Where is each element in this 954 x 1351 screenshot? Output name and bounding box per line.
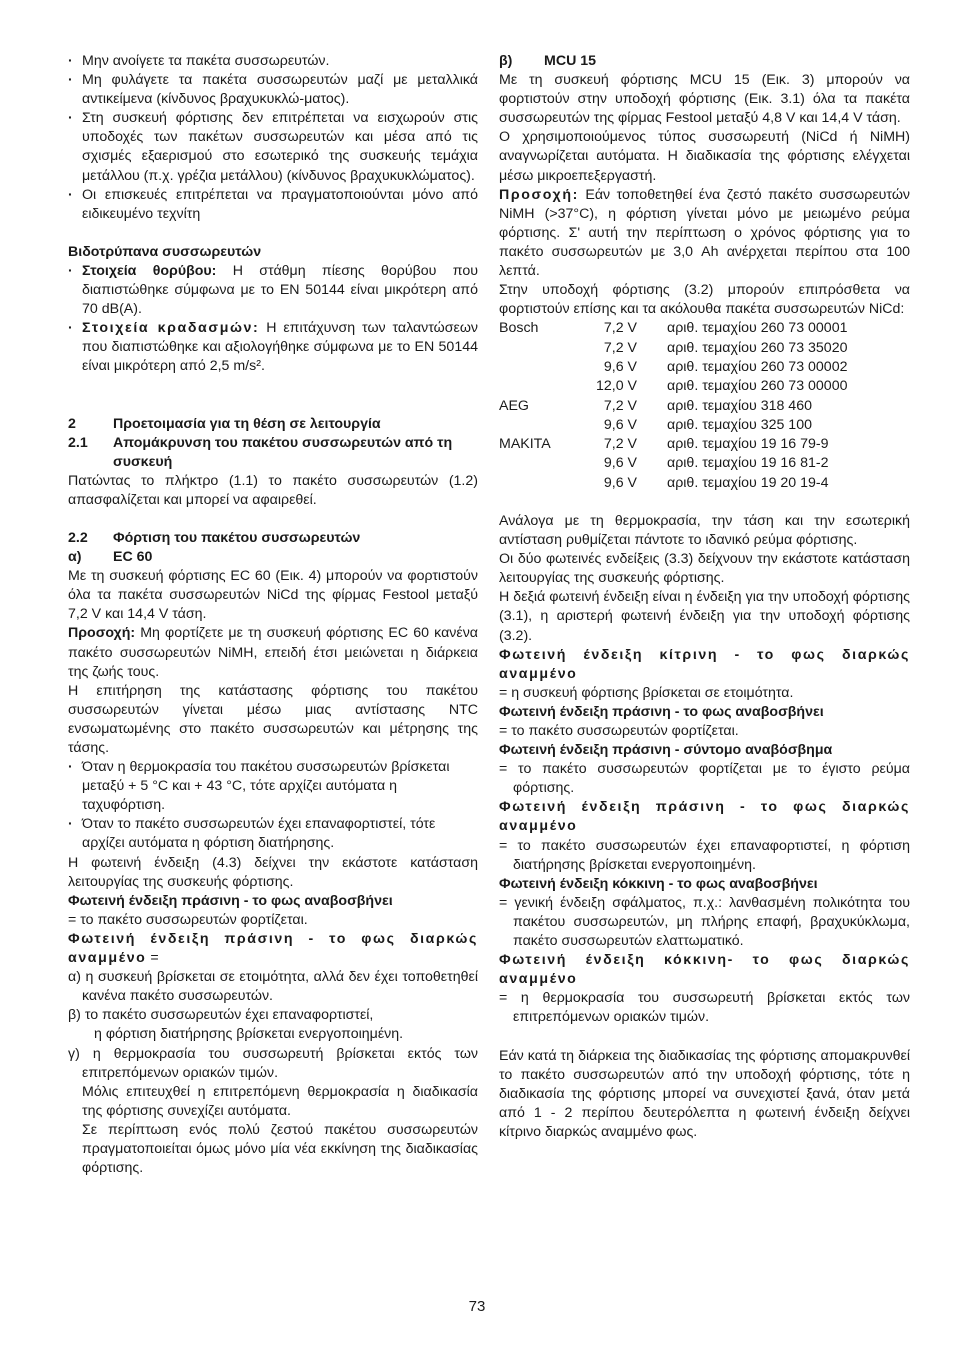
mcu15-caution: Προσοχή: Εάν τοποθετηθεί ένα ζεστό πακέτο συσσωρευτών NiMH (>37°C), η φόρτιση γίνεται μόνο με μειωμένο ρεύμα φόρτισης. Σ' αυτή την περίπτωση ο χρόνος φόρτισης για το πακέτο συσσωρευτών με 3,0 Ah ανέρχεται περίπου στα 100 λεπτά. bbox=[499, 186, 910, 280]
table-row: 9,6 V αριθ. τεμαχίου 19 16 81-2 bbox=[603, 455, 829, 472]
ec60-heading: α) EC 60 bbox=[68, 549, 153, 566]
noise-label: Στοιχεία θορύβου: bbox=[82, 262, 217, 279]
mcu-led-red-blink-text: = γενική ένδειξη σφάλματος, π.χ.: λανθασμένη πολικότητα του πακέτου συσσωρευτών, μη πλήρης επαφή, βραχυκύκλωμα, πακέτο συσσωρευτών ελαττωματικό. bbox=[499, 894, 910, 950]
mcu15-type-detect: Ο χρησιμοποιούμενος τύπος συσσωρευτή (NiCd ή NiMH) αναγνωρίζεται αυτόματα. Η διαδικασία της φόρτισης ελέγχεται μέσω μικροεπεξεργαστή. bbox=[499, 129, 910, 184]
right-column bbox=[499, 52, 910, 1142]
mcu15-intro: Με τη συσκευή φόρτισης MCU 15 (Εικ. 3) μπορούν να φορτιστούν στην υποδοχή φόρτισης (Εικ. 3.1) όλα τα πακέτα συσσωρευτών της φίρμας Festool μεταξύ 4,8 V και 14,4 V τάση. bbox=[499, 72, 910, 127]
ec60-bullet: · Όταν το πακέτο συσσωρευτών έχει επαναφορτιστεί, τότε αρχίζει αυτόματα η φόρτιση διατήρησης. bbox=[68, 816, 436, 852]
mcu15-resume: Εάν κατά τη διάρκεια της διαδικασίας της φόρτισης απομακρυνθεί το πακέτο συσσωρευτών από την υποδοχή φόρτισης, τότε η διαδικασία της φόρτισης μπορεί να συνεχιστεί ξανά, όταν μετά από 1 - 2 περίπου δευτερόλεπτα η φωτεινή ένδειξη δείχνει κίτρινο διαρκώς αναμμένο φως. bbox=[499, 1047, 910, 1140]
table-row: 12,0 V αριθ. τεμαχίου 260 73 00000 bbox=[595, 378, 848, 395]
ec60-led-green-steady: Φωτεινή ένδειξη πράσινη - το φως διαρκώς αναμμένο = bbox=[68, 930, 478, 967]
ec60-led-green-blink-text: = το πακέτο συσσωρευτών φορτίζεται. bbox=[68, 911, 308, 928]
ec60-led-green-blink: Φωτεινή ένδειξη πράσινη - το φως αναβοσβήνει bbox=[68, 892, 393, 909]
mcu-led-red-steady-text: = η θερμοκρασία του συσσωρευτή βρίσκεται εκτός των επιτρεπόμενων οριακών τιμών. bbox=[499, 990, 910, 1026]
battery-model-table bbox=[499, 319, 847, 493]
mcu15-current: Ανάλογα με τη θερμοκρασία, την τάση και την εσωτερική αντίσταση ρυθμίζεται πάντοτε το ιδανικό ρεύμα φόρτισης. bbox=[499, 512, 910, 549]
ec60-led-item-c3: Σε περίπτωση ενός πολύ ζεστού πακέτου συσσωρευτών πραγματοποιείται όμως μόνο μία νέα εκκίνηση της διαδικασίας φόρτισης. bbox=[82, 1121, 478, 1177]
table-row: 9,6 V αριθ. τεμαχίου 325 100 bbox=[603, 416, 812, 433]
mcu-led-red-steady: Φωτεινή ένδειξη κόκκινη- το φως διαρκώς αναμμένο bbox=[499, 952, 910, 988]
noise-text: Η στάθμη πίεσης θορύβου που διαπιστώθηκε σύμφωνα με το EN 50144 είναι μικρότερη από 70 dB(A). bbox=[82, 262, 478, 318]
table-row: 7,2 V αριθ. τεμαχίου 260 73 35020 bbox=[603, 339, 848, 356]
safety-bullet: · Στη συσκευή φόρτισης δεν επιτρέπεται να εισχωρούν στις υποδοχές των πακέτων συσσωρευτών και μέσα από τις σχισμές εξαερισμού στο εσωτερικό της συσκευής τεμάχια μετάλλου (π.χ. γρέζια μετάλλου) (κίνδυνος βραχυκυκλώματος). bbox=[68, 109, 478, 185]
mcu15-leds: Οι δύο φωτεινές ενδείξεις (3.3) δείχνουν την εκάστοτε κατάσταση λειτουργίας της συσκευής φόρτισης. bbox=[499, 551, 910, 587]
safety-bullet: · Μην ανοίγετε τα πακέτα συσσωρευτών. bbox=[68, 52, 478, 71]
mcu15-led-sides: Η δεξιά φωτεινή ένδειξη είναι η ένδειξη για την υποδοχή φόρτισης (3.1), η αριστερή φωτεινή ένδειξη για την υποδοχή φόρτισης (3.2). bbox=[499, 589, 910, 644]
ec60-bullet: · Όταν η θερμοκρασία του πακέτου συσσωρευτών βρίσκεται μεταξύ + 5 °C και + 43 °C, τότε αρχίζει αυτόματα η ταχυφόρτιση. bbox=[68, 759, 450, 814]
ec60-led-item-a: α) η συσκευή βρίσκεται σε ετοιμότητα, αλλά δεν έχει τοποθετηθεί κανένα πακέτο συσσωρευτών. bbox=[68, 969, 478, 1005]
mcu15-additional: Στην υποδοχή φόρτισης (3.2) μπορούν επιπρόσθετα να φορτιστούν επίσης και τα ακόλουθα πακέτα συσσωρευτών NiCd: bbox=[499, 282, 910, 318]
mcu15-heading: β) MCU 15 bbox=[499, 53, 597, 69]
vibration-data bbox=[68, 319, 478, 376]
ec60-led-item-b: β) το πακέτο συσσωρευτών έχει επαναφορτιστεί, bbox=[68, 1007, 374, 1024]
ec60-led-item-b2: η φόρτιση διατήρησης βρίσκεται ενεργοποιημένη. bbox=[94, 1026, 404, 1043]
left-column bbox=[68, 52, 478, 1178]
ec60-led-item-c: γ) η θερμοκρασία του συσσωρευτή βρίσκεται εκτός των επιτρεπόμενων οριακών τιμών. bbox=[68, 1045, 478, 1081]
mcu-led-red-blink: Φωτεινή ένδειξη κόκκινη - το φως αναβοσβήνει bbox=[499, 875, 818, 892]
table-row: AEG 7,2 V αριθ. τεμαχίου 318 460 bbox=[499, 397, 812, 414]
ec60-ntc: Η επιτήρηση της κατάστασης φόρτισης του πακέτου συσσωρευτών γίνεται μέσω μιας αντίστασης NTC ενσωματωμένης στο πακέτο συσσωρευτών και μέτρησης της τάσης. bbox=[68, 682, 478, 756]
page-number: 73 bbox=[468, 1298, 486, 1315]
mcu-led-green-blink: Φωτεινή ένδειξη πράσινη - το φως αναβοσβήνει bbox=[499, 703, 824, 720]
mcu-led-yellow-steady: Φωτεινή ένδειξη κίτρινη - το φως διαρκώς αναμμένο bbox=[499, 646, 910, 682]
mcu-led-green-blink-text: = το πακέτο συσσωρευτών φορτίζεται. bbox=[499, 723, 739, 740]
ec60-led-item-c2: Μόλις επιτευχθεί η επιτρεπόμενη θερμοκρασία η διαδικασία της φόρτισης συνεχίζει αυτόματα. bbox=[82, 1083, 478, 1119]
safety-bullet: · Μη φυλάγετε τα πακέτα συσσωρευτών μαζί με μεταλλικά αντικείμενα (κίνδυνος βραχυκυκλώ-ματος). bbox=[68, 71, 478, 109]
ec60-intro: Με τη συσκευή φόρτισης EC 60 (Εικ. 4) μπορούν να φορτιστούν όλα τα πακέτα συσσωρευτών NiCd της φίρμας Festool μεταξύ 7,2 V και 14,4 V τάση. bbox=[68, 568, 478, 623]
safety-bullet: · Οι επισκευές επιτρέπεται να πραγματοποιούνται μόνο από ειδικευμένο τεχνίτη bbox=[68, 186, 478, 224]
mcu-led-green-steady: Φωτεινή ένδειξη πράσινη - το φως διαρκώς αναμμένο bbox=[499, 799, 910, 835]
section-2-1-text: Πατώντας το πλήκτρο (1.1) το πακέτο συσσωρευτών (1.2) απασφαλίζεται και μπορεί να αφαιρεθεί. bbox=[68, 472, 478, 508]
noise-data bbox=[68, 262, 478, 319]
mcu-led-green-short: Φωτεινή ένδειξη πράσινη - σύντομο αναβόσβημα bbox=[499, 742, 833, 759]
ec60-caution: Προσοχή: Μη φορτίζετε με τη συσκευή φόρτισης EC 60 κανένα πακέτο συσσωρευτών NiMH, επειδή έτσι μειώνεται η διάρκεια της ζωής τους. bbox=[68, 625, 478, 680]
mcu-led-yellow-steady-text: = η συσκευή φόρτισης βρίσκεται σε ετοιμότητα. bbox=[499, 684, 794, 701]
section-2-heading: 2 Προετοιμασία για τη θέση σε λειτουργία bbox=[68, 415, 381, 432]
vibration-label: Στοιχεία κραδασμών: bbox=[82, 320, 260, 337]
mcu-led-green-short-text: = το πακέτο συσσωρευτών φορτίζεται με το έγιστο ρεύμα φόρτισης. bbox=[499, 761, 910, 797]
table-row: 9,6 V αριθ. τεμαχίου 19 20 19-4 bbox=[603, 474, 829, 491]
table-row: Bosch 7,2 V αριθ. τεμαχίου 260 73 00001 bbox=[499, 320, 848, 337]
vibration-text: Η επιτάχυνση των ταλαντώσεων που διαπιστώθηκε και αξιολογήθηκε σύμφωνα με το EN 50144 είναι μικρότερη από 2,5 m/s². bbox=[82, 320, 478, 375]
section-2-2-heading: 2.2 Φόρτιση του πακέτου συσσωρευτών bbox=[68, 529, 361, 546]
table-row: MAKITA 7,2 V αριθ. τεμαχίου 19 16 79-9 bbox=[499, 436, 829, 453]
section-2-1-heading: 2.1 Απομάκρυνση του πακέτου συσσωρευτών από τη συσκευή bbox=[68, 434, 453, 470]
drill-heading: Βιδοτρύπανα συσσωρευτών bbox=[68, 243, 262, 260]
ec60-led-intro: Η φωτεινή ένδειξη (4.3) δείχνει την εκάστοτε κατάσταση λειτουργίας της συσκευής φόρτισης. bbox=[68, 854, 478, 890]
mcu-led-green-steady-text: = το πακέτο συσσωρευτών έχει επαναφορτιστεί, η φόρτιση διατήρησης βρίσκεται ενεργοποιημένη. bbox=[499, 837, 910, 873]
table-row: 9,6 V αριθ. τεμαχίου 260 73 00002 bbox=[603, 358, 848, 375]
